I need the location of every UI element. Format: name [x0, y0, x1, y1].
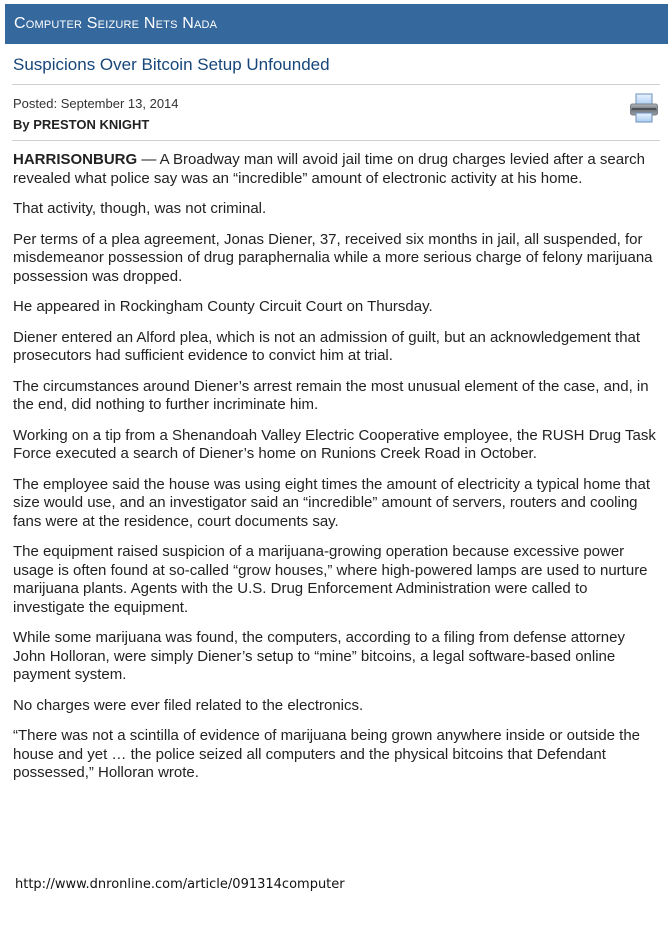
dateline: HARRISONBURG — [13, 151, 138, 168]
article-paragraph: The equipment raised suspicion of a marijuana-growing operation because excessive power usage is often found at so-called “grow houses,” where high-powered lamps are used to nurture marijuana plants. Agents with the U.S. Drug Enforcement Administration were called to investigate the equipment. — [13, 543, 648, 616]
article-paragraph — [13, 151, 658, 188]
header-title: Computer Seizure Nets Nada — [14, 15, 218, 32]
printer-icon — [628, 92, 660, 124]
article-paragraph: No charges were ever filed related to the electronics. — [13, 696, 364, 714]
article-paragraph: Working on a tip from a Shenandoah Valley Electric Cooperative employee, the RUSH Drug Task Force executed a search of Diener’s home on Runions Creek Road in October. — [13, 426, 656, 462]
article-paragraph: Diener entered an Alford plea, which is not an admission of guilt, but an acknowledgement that prosecutors had sufficient evidence to convict him at trial. — [13, 328, 641, 364]
header-bar — [5, 4, 668, 44]
article-paragraph: While some marijuana was found, the computers, according to a filing from defense attorney John Holloran, were simply Diener’s setup to “mine” bitcoins, a legal software-based online payment system. — [13, 629, 625, 683]
source-url: http://www.dnronline.com/article/091314computer — [15, 877, 345, 892]
article-paragraph: The employee said the house was using eight times the amount of electricity a typical home that size would use, and an investigator said an “incredible” amount of servers, routers and cooling fans were at the residence, court documents say. — [13, 475, 651, 530]
posted-date: Posted: September 13, 2014 — [13, 96, 179, 111]
divider-top — [12, 84, 660, 85]
article-body — [13, 151, 658, 795]
divider-bottom — [12, 140, 660, 141]
article-paragraph: “There was not a scintilla of evidence of marijuana being grown anywhere inside or outside the house and yet … the police seized all computers and the physical bitcoins that Defendant possessed,” Holloran wrote. — [13, 727, 641, 781]
article-subtitle: Suspicions Over Bitcoin Setup Unfounded — [13, 55, 330, 74]
article-paragraph: That activity, though, was not criminal. — [13, 200, 267, 217]
article-paragraph: The circumstances around Diener’s arrest remain the most unusual element of the case, and, in the end, did nothing to further incriminate him. — [13, 377, 649, 413]
byline: By PRESTON KNIGHT — [13, 117, 150, 132]
article-paragraph: He appeared in Rockingham County Circuit Court on Thursday. — [13, 298, 433, 315]
article-paragraph: Per terms of a plea agreement, Jonas Diener, 37, received six months in jail, all suspended, for misdemeanor possession of drug paraphernalia while a more serious charge of felony marijuana possession was dropped. — [13, 230, 653, 285]
print-button[interactable] — [628, 92, 660, 124]
paragraph-text: — A Broadway man will avoid jail time on drug charges levied after a search revealed what police say was an “incredible” amount of electronic activity at his home. — [13, 151, 645, 187]
article-meta — [13, 93, 179, 135]
